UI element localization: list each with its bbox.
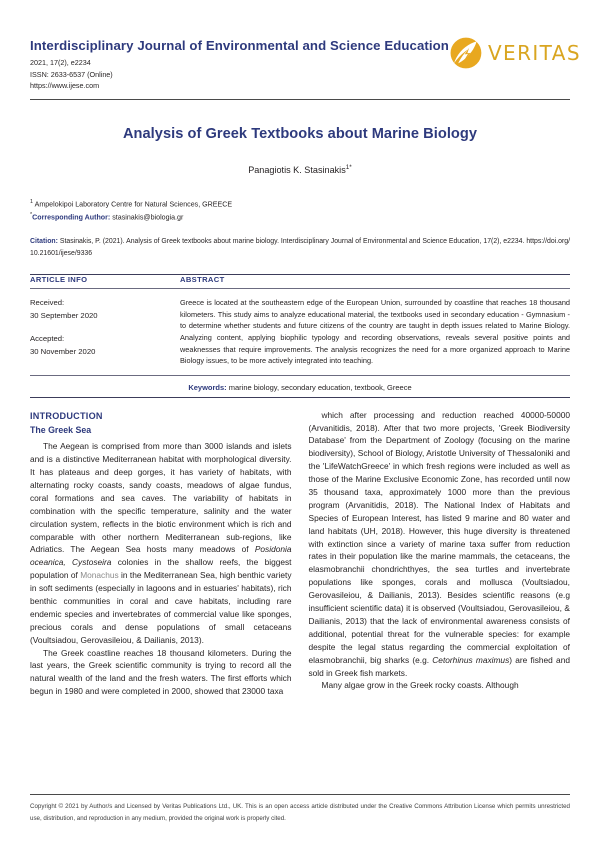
keywords-row — [30, 376, 570, 397]
citation-block — [30, 236, 570, 260]
author-name: Panagiotis K. Stasinakis — [248, 164, 346, 175]
left-paragraph-2: The Greek coastline reaches 18 thousand kilometers. During the last years, the Greek scientific community is trying to record all the natural wealth of the land and the fresh waters. The first efforts which begun in 1980 and were completed in 2000, showed that 23000 taxa — [30, 647, 292, 697]
species-monachus-link[interactable]: Monachus — [80, 570, 119, 581]
species-posidonia-oceanica: Posidonia oceanica, — [30, 544, 292, 568]
info-body-row — [30, 289, 570, 375]
citation-label: Citation: — [30, 238, 58, 246]
species-cystoseira: Cystoseira — [72, 557, 112, 568]
body-columns — [30, 409, 570, 698]
left-paragraph-1 — [30, 440, 292, 646]
left-para1-part-c: in the Mediterranean Sea, high benthic variety in soft sediments (especially in lagoons and in estuaries' habitats), rich benthic communities in coral and cave habitats, including rare endemic species and invertebrates of commercial value like sponges, precious corals and dense populations of small cetaceans (Voultsiadou, Gerovasileiou, & Dailianis, 2013). — [30, 570, 292, 645]
journal-url[interactable]: https://www.ijese.com — [30, 81, 100, 91]
page-title: Analysis of Greek Textbooks about Marine Biology — [122, 125, 478, 142]
species-cetorhinus-maximus: Cetorhinus maximus — [432, 654, 510, 665]
right-paragraph-1 — [309, 409, 571, 680]
affiliation-text: Ampelokipoi Laboratory Centre for Natural Sciences, GREECE — [34, 200, 233, 209]
right-paragraph-2: Many algae grow in the Greek rocky coasts. Although — [321, 680, 519, 691]
keywords-label: Keywords: — [188, 382, 227, 392]
issn-line: ISSN: 2633-6537 (Online) — [30, 69, 113, 79]
page-footer — [30, 794, 570, 824]
subsection-heading-the-greek-sea: The Greek Sea — [30, 424, 92, 435]
journal-title: Interdisciplinary Journal of Environmental and Science Education — [30, 38, 449, 53]
right-para1-part-b: ) are fished and sold in Greek fish markets. — [308, 654, 570, 678]
received-date: 30 September 2020 — [30, 310, 98, 320]
dates-block — [30, 297, 180, 367]
abstract-text: Greece is located at the southeastern edge of the European Union, surrounded by coastline that reaches 18 thousand kilometers. This study aims to analyze educational material, the textbooks used in secondary education - Gymnasium - to determine whether students and future citizens of the country are taught in depth issues related to Marine Biology. Analyzing content, applying biophilic typology and recording observations, reveals several positive points and weaknesses that require improvements. The analysis recognizes the need for a more organized approach to Marine Biology issues, to be more actively integrated into teaching. — [180, 298, 570, 366]
corresponding-marker: * — [30, 211, 33, 218]
dates-spacer — [30, 322, 172, 333]
journal-meta — [30, 57, 449, 92]
left-para1-part-a: The Aegean is comprised from more than 3000 islands and islets and is a distinctive Mediterranean habitat with morphological diversity. It has plateaus and deep gorges, it has variety of habitats, with alternating rocky coasts, sandy coasts, meadows of algae fundus, coral formations and sea caves. The variability of habitats in combination with the specific temperature, salinity and the water circulation system, reflects in the biotic environment which is rich and comparable with other northern Mediterranean sub-regions, like Adriatics. The Aegean Sea hosts many meadows of — [30, 441, 292, 555]
keywords-rule-bottom — [30, 397, 570, 398]
publisher-logo — [449, 30, 585, 70]
right-column — [309, 409, 571, 698]
article-info-header: ARTICLE INFO — [30, 275, 88, 285]
corresponding-email[interactable]: stasinakis@biologia.gr — [112, 212, 184, 221]
accepted-label: Accepted: — [30, 334, 65, 344]
author-affiliation-marker: 1* — [345, 163, 352, 171]
section-heading-introduction: INTRODUCTION — [30, 410, 103, 421]
affiliation-line — [30, 198, 570, 211]
accepted-date: 30 November 2020 — [30, 346, 96, 356]
masthead-divider — [30, 99, 570, 100]
copyright-text: Copyright © 2021 by Author/s and Licensed by Veritas Publications Ltd., UK. This is an open access article distributed under the Creative Commons Attribution License which permits unrestricted use, distribution, and reproduction in any medium, provided the original work is properly cited. — [30, 803, 570, 822]
masthead-text-block — [30, 30, 449, 92]
left-column — [30, 409, 292, 698]
received-label: Received: — [30, 298, 65, 308]
citation-text: Stasinakis, P. (2021). Analysis of Greek textbooks about marine biology. Interdisciplinary Journal of Environmental and Science Education, 17(2), e2234. https://doi.org/ 10.21601/ijese/9336 — [30, 238, 570, 258]
left-para1-part-b: colonies in the shallow reefs, the biggest population of — [30, 557, 292, 581]
affiliation-block — [30, 198, 570, 224]
issue-line: 2021, 17(2), e2234 — [30, 57, 91, 67]
article-info-abstract-block — [30, 274, 570, 398]
veritas-quill-icon — [449, 36, 483, 70]
corresponding-author-line — [30, 211, 570, 224]
corresponding-label: Corresponding Author: — [32, 212, 111, 221]
veritas-wordmark: VERITAS — [487, 41, 581, 65]
author-line — [30, 164, 570, 175]
keywords-text: marine biology, secondary education, textbook, Greece — [228, 382, 412, 392]
affiliation-marker: 1 — [30, 198, 33, 205]
right-para1-part-a: which after processing and reduction reached 40000-50000 (Arvanitidis, 2018). After that two more projects, 'Greek Biodiversity Database' from the Department of Zoology (focusing on the marine biodiversity), School of Biology, Aristotle University of Thessaloniki and the 'LifeWatchGreece' in which fresh regions were included as well as those of the Marine Exclusive Economic Zone, has recorded until now 35 thousand taxa, approximately 1000 more than the previous program (Arvanitidis, 2018). The National Index of Habitats and Species of European Interest, has listed 9 marine and 80 water and land habitats (UH, 2018). However, this huge diversity is threatened with extinction since a variety of marine taxa suffer from reduction rates in their population like the marine mammals, the cetaceans, the elasmobranchii chondrichthyes, the sea turtles and invertebrate populations like sponges, corals and mollusca (Voultsiadou, Gerovasileiou, & Dailianis, 2013). Besides scientific reasons (e.g insufficient scientific data) it is observed (Voultsiadou, Gerovasileiou, & Dailianis, 2013) that the lack of environmental awareness consists of additional, potential threat for the vulnerable species: for example despite the legal status regarding the commercial exploitation of elasmobranchii, big sharks (e.g. — [308, 409, 570, 665]
footer-divider — [30, 794, 570, 795]
journal-masthead — [30, 30, 581, 92]
info-header-row — [30, 275, 570, 288]
abstract-header: ABSTRACT — [180, 275, 225, 285]
